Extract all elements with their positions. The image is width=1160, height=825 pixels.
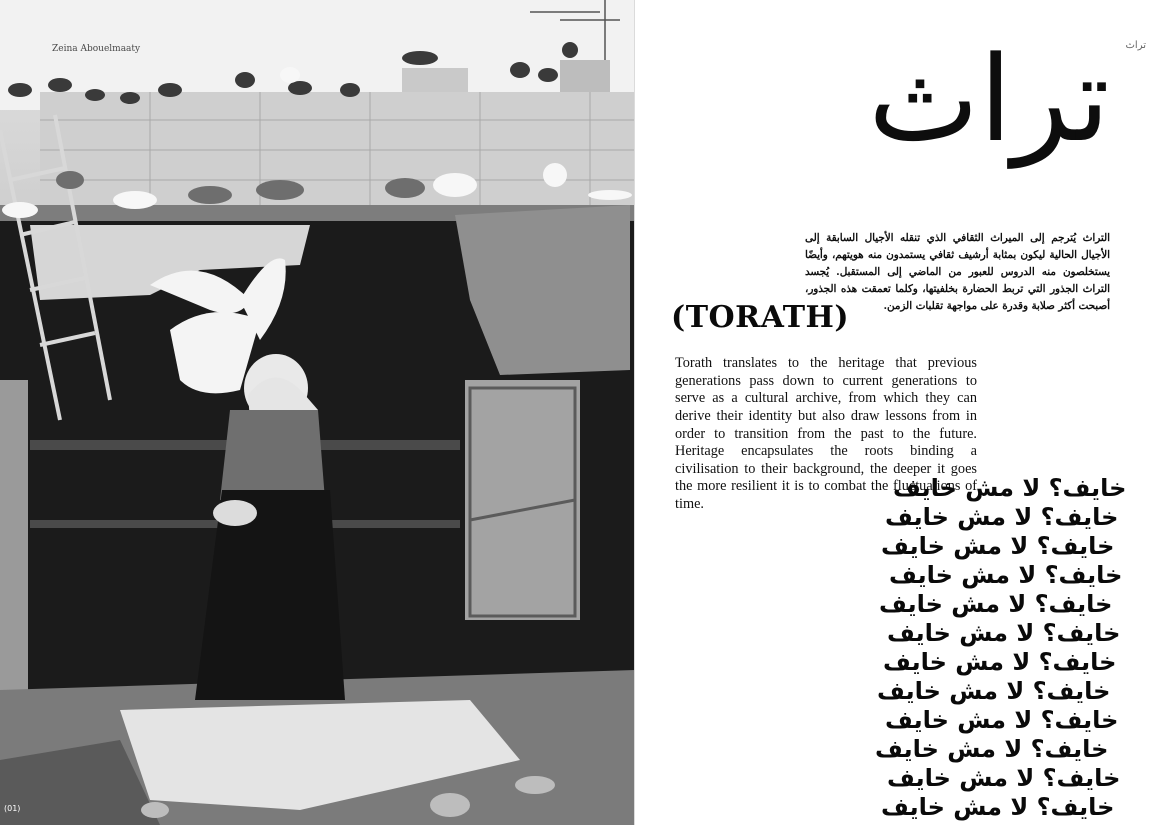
text-page	[635, 0, 1160, 825]
repeated-phrase-line: خايف؟ لا مش خايف	[879, 590, 1113, 618]
latin-title: (TORATH)	[671, 300, 850, 335]
repeated-phrase-line: خايف؟ لا مش خايف	[885, 706, 1119, 734]
author-credit: Zeina Abouelmaaty	[52, 44, 141, 54]
page-number: (01)	[4, 804, 21, 813]
running-head: تراث	[1125, 40, 1146, 51]
repeated-phrase-line: خايف؟ لا مش خايف	[877, 677, 1111, 705]
repeated-phrase-block	[875, 472, 1160, 825]
repeated-phrase-line: خايف؟ لا مش خايف	[887, 619, 1121, 647]
repeated-phrase-line: خايف؟ لا مش خايف	[887, 764, 1121, 792]
repeated-phrase-line: خايف؟ لا مش خايف	[881, 793, 1115, 821]
arabic-paragraph: التراث يُترجم إلى الميراث الثقافي الذي تنقله الأجيال السابقة إلى الأجيال الحالية ليكون بمثابة أرشيف ثقافي يستمدون منه هويتهم، وأيضًا يستخلصون منه الدروس للعبور من الماضي إلى المستقبل. يُجسد التراث الجذور التي تربط الحضارة بخلفيتها، وكلما تعمقت هذه الجذور، أصبحت أكثر صلابة وقدرة على مواجهة تقلبات الزمن.	[805, 232, 1110, 313]
repeated-phrase-line: خايف؟ لا مش خايف	[885, 503, 1119, 531]
repeated-phrase-line: خايف؟ لا مش خايف	[893, 474, 1127, 502]
repeated-phrase-line: خايف؟ لا مش خايف	[883, 648, 1117, 676]
repeated-phrase-line: خايف؟ لا مش خايف	[875, 735, 1109, 763]
arabic-title: تراث	[868, 30, 1110, 168]
repeated-phrase-line: خايف؟ لا مش خايف	[889, 561, 1123, 589]
english-paragraph: Torath translates to the heritage that previous generations pass down to current generations to serve as a cultural archive, from which they can derive their identity but also draw lessons from in order to transition from the past to the future. Heritage encapsulates the roots binding a civilisation to their background, the deeper it goes the more resilient it is to combat the fluctuations of time.	[675, 355, 977, 513]
repeated-phrase-line: خايف؟ لا مش خايف	[881, 532, 1115, 560]
